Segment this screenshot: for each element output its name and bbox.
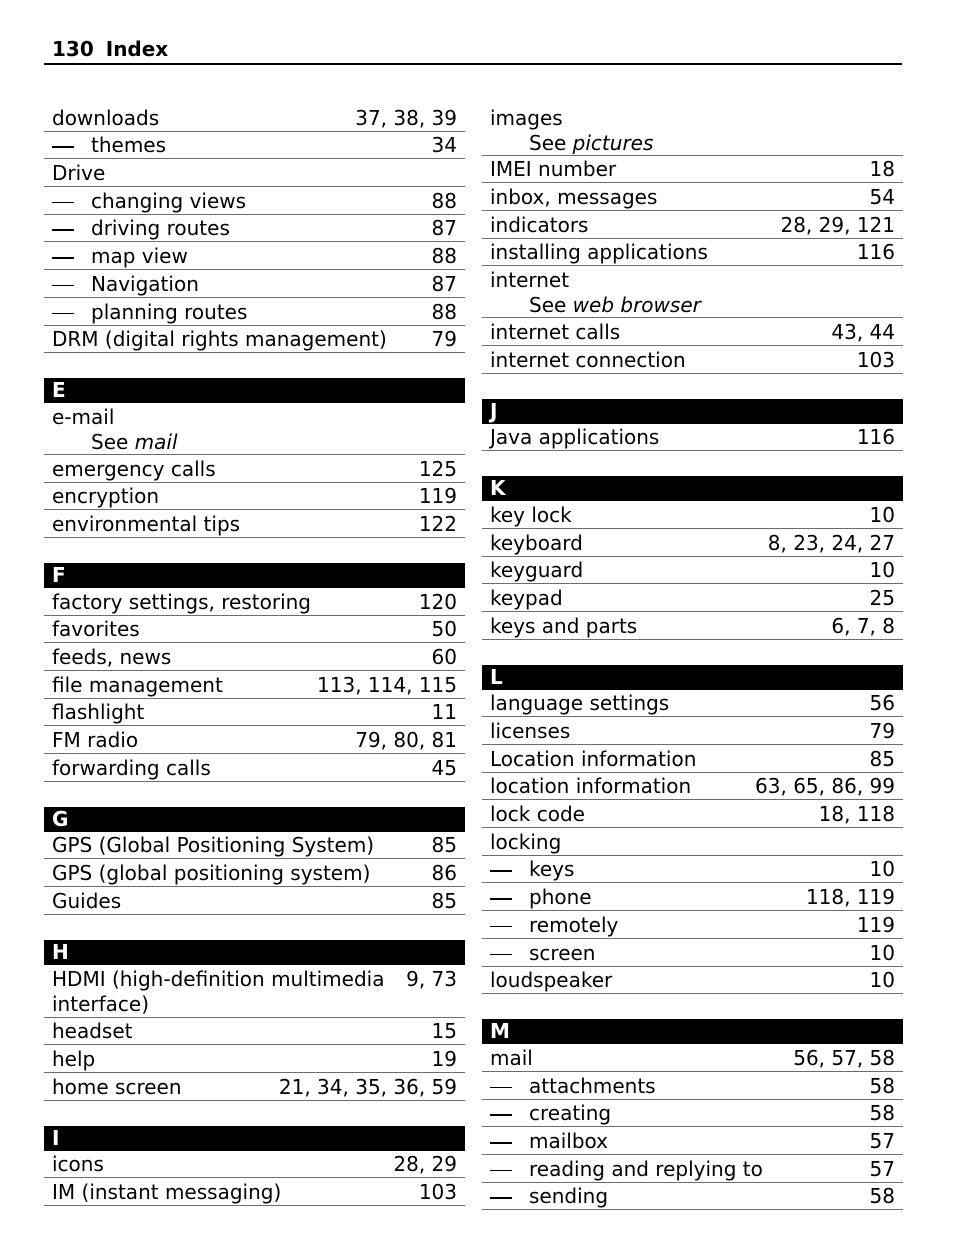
- index-subentry: [44, 133, 465, 159]
- entry-term: factory settings, restoring: [52, 589, 311, 614]
- entry-pages: 103: [856, 347, 895, 372]
- index-entry: [482, 1046, 903, 1072]
- entry-term: remotely: [490, 913, 618, 938]
- entry-term: favorites: [52, 617, 140, 642]
- index-entry: [44, 1152, 465, 1178]
- index-entry: [44, 1075, 465, 1101]
- entry-pages: 43, 44: [831, 319, 895, 344]
- entry-pages: 45: [431, 755, 457, 780]
- index-subentry: [44, 244, 465, 270]
- entry-term: forwarding calls: [52, 755, 211, 780]
- entry-pages: 60: [431, 645, 457, 669]
- index-entry: [482, 830, 903, 856]
- section-spacer: [482, 374, 903, 399]
- entry-term: inbox, messages: [490, 185, 658, 210]
- index-entry: [44, 967, 465, 1018]
- entry-pages: 10: [869, 502, 895, 527]
- index-entry: [44, 617, 465, 643]
- section-spacer: [44, 782, 465, 807]
- index-entry: [482, 425, 903, 451]
- section-letter-heading: L: [482, 665, 903, 690]
- index-entry: [44, 161, 465, 187]
- entry-pages: 79, 80, 81: [355, 728, 457, 753]
- entry-term: home screen: [52, 1074, 182, 1099]
- index-entry: [482, 968, 903, 994]
- entry-pages: 6, 7, 8: [831, 613, 895, 638]
- entry-pages: 10: [869, 940, 895, 965]
- page-title: Index: [105, 37, 169, 61]
- entry-term: internet connection: [490, 347, 686, 372]
- entry-term: GPS (Global Positioning System): [52, 833, 375, 858]
- index-entry: [482, 320, 903, 346]
- entry-term: keyguard: [490, 558, 584, 583]
- entry-pages: 18, 118: [818, 802, 895, 827]
- index-subentry: [482, 1129, 903, 1155]
- index-subentry: [482, 1157, 903, 1183]
- index-entry: [482, 348, 903, 374]
- index-entry: [482, 719, 903, 745]
- section-letter-heading: K: [482, 476, 903, 501]
- entry-pages: 87: [431, 216, 457, 241]
- section-letter-heading: E: [44, 378, 465, 403]
- index-subentry: [44, 272, 465, 298]
- index-entry: [44, 1047, 465, 1073]
- index-entry: [482, 586, 903, 612]
- index-entry: [44, 861, 465, 887]
- index-entry: [44, 484, 465, 510]
- see-label: See: [529, 293, 567, 318]
- section-spacer: [44, 353, 465, 378]
- entry-term: indicators: [490, 212, 589, 237]
- index-entry: [44, 405, 465, 455]
- index-entry: [482, 185, 903, 211]
- section-spacer: [44, 538, 465, 563]
- entry-term: Java applications: [490, 425, 660, 450]
- entry-term: language settings: [490, 691, 670, 716]
- entry-pages: 86: [431, 861, 457, 886]
- index-subentry: [482, 913, 903, 939]
- entry-term: changing views: [52, 189, 246, 214]
- section-letter-heading: I: [44, 1126, 465, 1151]
- entry-term: key lock: [490, 502, 572, 527]
- index-entry: [44, 756, 465, 782]
- index-entry: [44, 1019, 465, 1045]
- entry-term: Drive: [52, 161, 106, 186]
- entry-term: screen: [490, 941, 595, 966]
- entry-term: internet calls: [490, 319, 621, 344]
- entry-term: reading and replying to: [490, 1157, 763, 1182]
- entry-term: creating: [490, 1101, 611, 1126]
- entry-pages: 88: [431, 244, 457, 269]
- entry-term: attachments: [490, 1074, 656, 1099]
- see-label: See: [91, 429, 129, 454]
- index-column-left: [44, 104, 465, 1206]
- index-entry: [44, 512, 465, 538]
- index-entry: [44, 645, 465, 671]
- entry-term: sending: [490, 1184, 608, 1209]
- entry-term: emergency calls: [52, 456, 216, 481]
- section-letter-heading: H: [44, 940, 465, 965]
- see-label: See: [529, 130, 567, 155]
- entry-term: help: [52, 1046, 96, 1071]
- section-letter-heading: M: [482, 1019, 903, 1044]
- entry-term: keys: [490, 857, 574, 882]
- entry-term: file management: [52, 672, 223, 697]
- index-entry: [44, 833, 465, 859]
- entry-term: DRM (digital rights management): [52, 327, 387, 352]
- see-reference: [52, 430, 457, 454]
- section-letter-heading: G: [44, 807, 465, 832]
- entry-term: encryption: [52, 484, 160, 509]
- index-entry: [44, 700, 465, 726]
- section-spacer: [482, 451, 903, 476]
- entry-term: loudspeaker: [490, 968, 613, 993]
- index-entry: [44, 673, 465, 699]
- entry-term: images: [490, 105, 563, 130]
- entry-term: flashlight: [52, 700, 145, 725]
- entry-term: feeds, news: [52, 645, 172, 669]
- entry-term: lock code: [490, 802, 585, 827]
- index-entry: [482, 774, 903, 800]
- index-entry: [482, 747, 903, 773]
- index-subentry: [482, 885, 903, 911]
- index-subentry: [44, 189, 465, 215]
- section-letter-heading: J: [482, 399, 903, 424]
- entry-pages: 58: [869, 1184, 895, 1209]
- entry-term: e-mail: [52, 404, 115, 429]
- entry-term: icons: [52, 1152, 104, 1177]
- entry-term: Navigation: [52, 272, 199, 297]
- entry-pages: 10: [869, 857, 895, 882]
- section-spacer: [482, 994, 903, 1019]
- entry-term: Location information: [490, 746, 697, 771]
- entry-pages: 119: [418, 484, 457, 509]
- entry-term: environmental tips: [52, 511, 241, 536]
- page-number: 130: [52, 37, 94, 61]
- entry-pages: 28, 29: [393, 1152, 457, 1177]
- entry-pages: 79: [431, 327, 457, 352]
- entry-term: map view: [52, 244, 188, 269]
- entry-pages: 113, 114, 115: [317, 672, 457, 697]
- index-entry: [482, 157, 903, 183]
- entry-term: phone: [490, 885, 592, 910]
- entry-pages: 88: [431, 188, 457, 213]
- entry-pages: 19: [431, 1046, 457, 1071]
- entry-pages: 58: [869, 1101, 895, 1126]
- entry-pages: 56, 57, 58: [793, 1045, 895, 1070]
- entry-pages: 54: [869, 185, 895, 210]
- entry-pages: 28, 29, 121: [780, 212, 895, 237]
- entry-term: locking: [490, 829, 562, 854]
- entry-pages: 11: [431, 700, 457, 725]
- entry-term: headset: [52, 1019, 133, 1044]
- index-subentry: [482, 1101, 903, 1127]
- entry-term: keypad: [490, 585, 563, 610]
- entry-term: internet: [490, 268, 570, 293]
- index-entry: [44, 889, 465, 915]
- entry-pages: 15: [431, 1019, 457, 1044]
- index-entry: [44, 728, 465, 754]
- see-reference: [490, 131, 895, 155]
- section-spacer: [44, 1101, 465, 1126]
- entry-pages: 21, 34, 35, 36, 59: [278, 1074, 457, 1099]
- entry-term: installing applications: [490, 240, 708, 265]
- entry-term: mailbox: [490, 1129, 608, 1154]
- entry-pages: 118, 119: [805, 885, 895, 910]
- entry-pages: 85: [431, 833, 457, 858]
- index-column-right: [482, 104, 903, 1210]
- index-entry: [482, 268, 903, 318]
- entry-pages: 120: [418, 589, 457, 614]
- entry-pages: 116: [856, 240, 895, 265]
- index-entry: [44, 590, 465, 616]
- entry-term: IM (instant messaging): [52, 1179, 282, 1204]
- entry-pages: 37, 38, 39: [355, 105, 457, 130]
- entry-pages: 56: [869, 691, 895, 716]
- entry-pages: 85: [869, 746, 895, 771]
- entry-pages: 122: [418, 511, 457, 536]
- index-entry: [482, 213, 903, 239]
- index-entry: [482, 106, 903, 156]
- entry-term: mail: [490, 1045, 533, 1070]
- index-entry: [44, 457, 465, 483]
- index-subentry: [482, 941, 903, 967]
- entry-term: IMEI number: [490, 157, 617, 182]
- entry-term: FM radio: [52, 728, 139, 753]
- page-header: [44, 36, 902, 65]
- index-entry: [482, 240, 903, 266]
- entry-pages: 34: [431, 133, 457, 158]
- entry-term: downloads: [52, 105, 160, 130]
- entry-pages: 25: [869, 585, 895, 610]
- index-entry: [482, 558, 903, 584]
- entry-pages: 63, 65, 86, 99: [755, 774, 895, 799]
- index-entry: [482, 531, 903, 557]
- entry-pages: 9, 73: [406, 966, 457, 991]
- entry-term: themes: [52, 133, 166, 158]
- entry-pages: 57: [869, 1128, 895, 1153]
- index-entry: [44, 106, 465, 132]
- entry-pages: 116: [856, 425, 895, 450]
- see-target: mail: [134, 429, 178, 454]
- entry-term: HDMI (high-definition multimedia interface): [52, 966, 385, 1016]
- entry-pages: 88: [431, 299, 457, 324]
- entry-pages: 18: [869, 157, 895, 182]
- entry-term: keys and parts: [490, 613, 638, 638]
- entry-term: licenses: [490, 719, 571, 743]
- entry-pages: 58: [869, 1073, 895, 1098]
- entry-term: location information: [490, 774, 692, 799]
- entry-pages: 57: [869, 1156, 895, 1181]
- entry-pages: 10: [869, 968, 895, 993]
- index-subentry: [482, 1074, 903, 1100]
- entry-pages: 8, 23, 24, 27: [767, 530, 895, 555]
- entry-pages: 10: [869, 558, 895, 583]
- index-entry: [44, 1180, 465, 1206]
- entry-term: GPS (global positioning system): [52, 861, 371, 886]
- index-subentry: [482, 1184, 903, 1210]
- entry-pages: 125: [418, 456, 457, 481]
- index-subentry: [44, 300, 465, 326]
- entry-pages: 50: [431, 617, 457, 642]
- entry-pages: 85: [431, 888, 457, 913]
- entry-term: keyboard: [490, 530, 583, 555]
- index-subentry: [482, 857, 903, 883]
- entry-pages: 119: [856, 912, 895, 937]
- index-entry: [482, 802, 903, 828]
- see-reference: [490, 293, 895, 317]
- index-entry: [482, 614, 903, 640]
- index-subentry: [44, 216, 465, 242]
- see-target: web browser: [572, 293, 701, 318]
- entry-pages: 87: [431, 271, 457, 296]
- index-entry: [482, 503, 903, 529]
- section-spacer: [44, 915, 465, 940]
- entry-pages: 79: [869, 719, 895, 743]
- see-target: pictures: [572, 130, 654, 155]
- entry-pages: 103: [418, 1179, 457, 1204]
- section-letter-heading: F: [44, 563, 465, 588]
- entry-term: driving routes: [52, 216, 230, 241]
- index-entry: [44, 327, 465, 353]
- entry-term: planning routes: [52, 300, 247, 325]
- section-spacer: [482, 640, 903, 665]
- index-entry: [482, 691, 903, 717]
- entry-term: Guides: [52, 888, 122, 913]
